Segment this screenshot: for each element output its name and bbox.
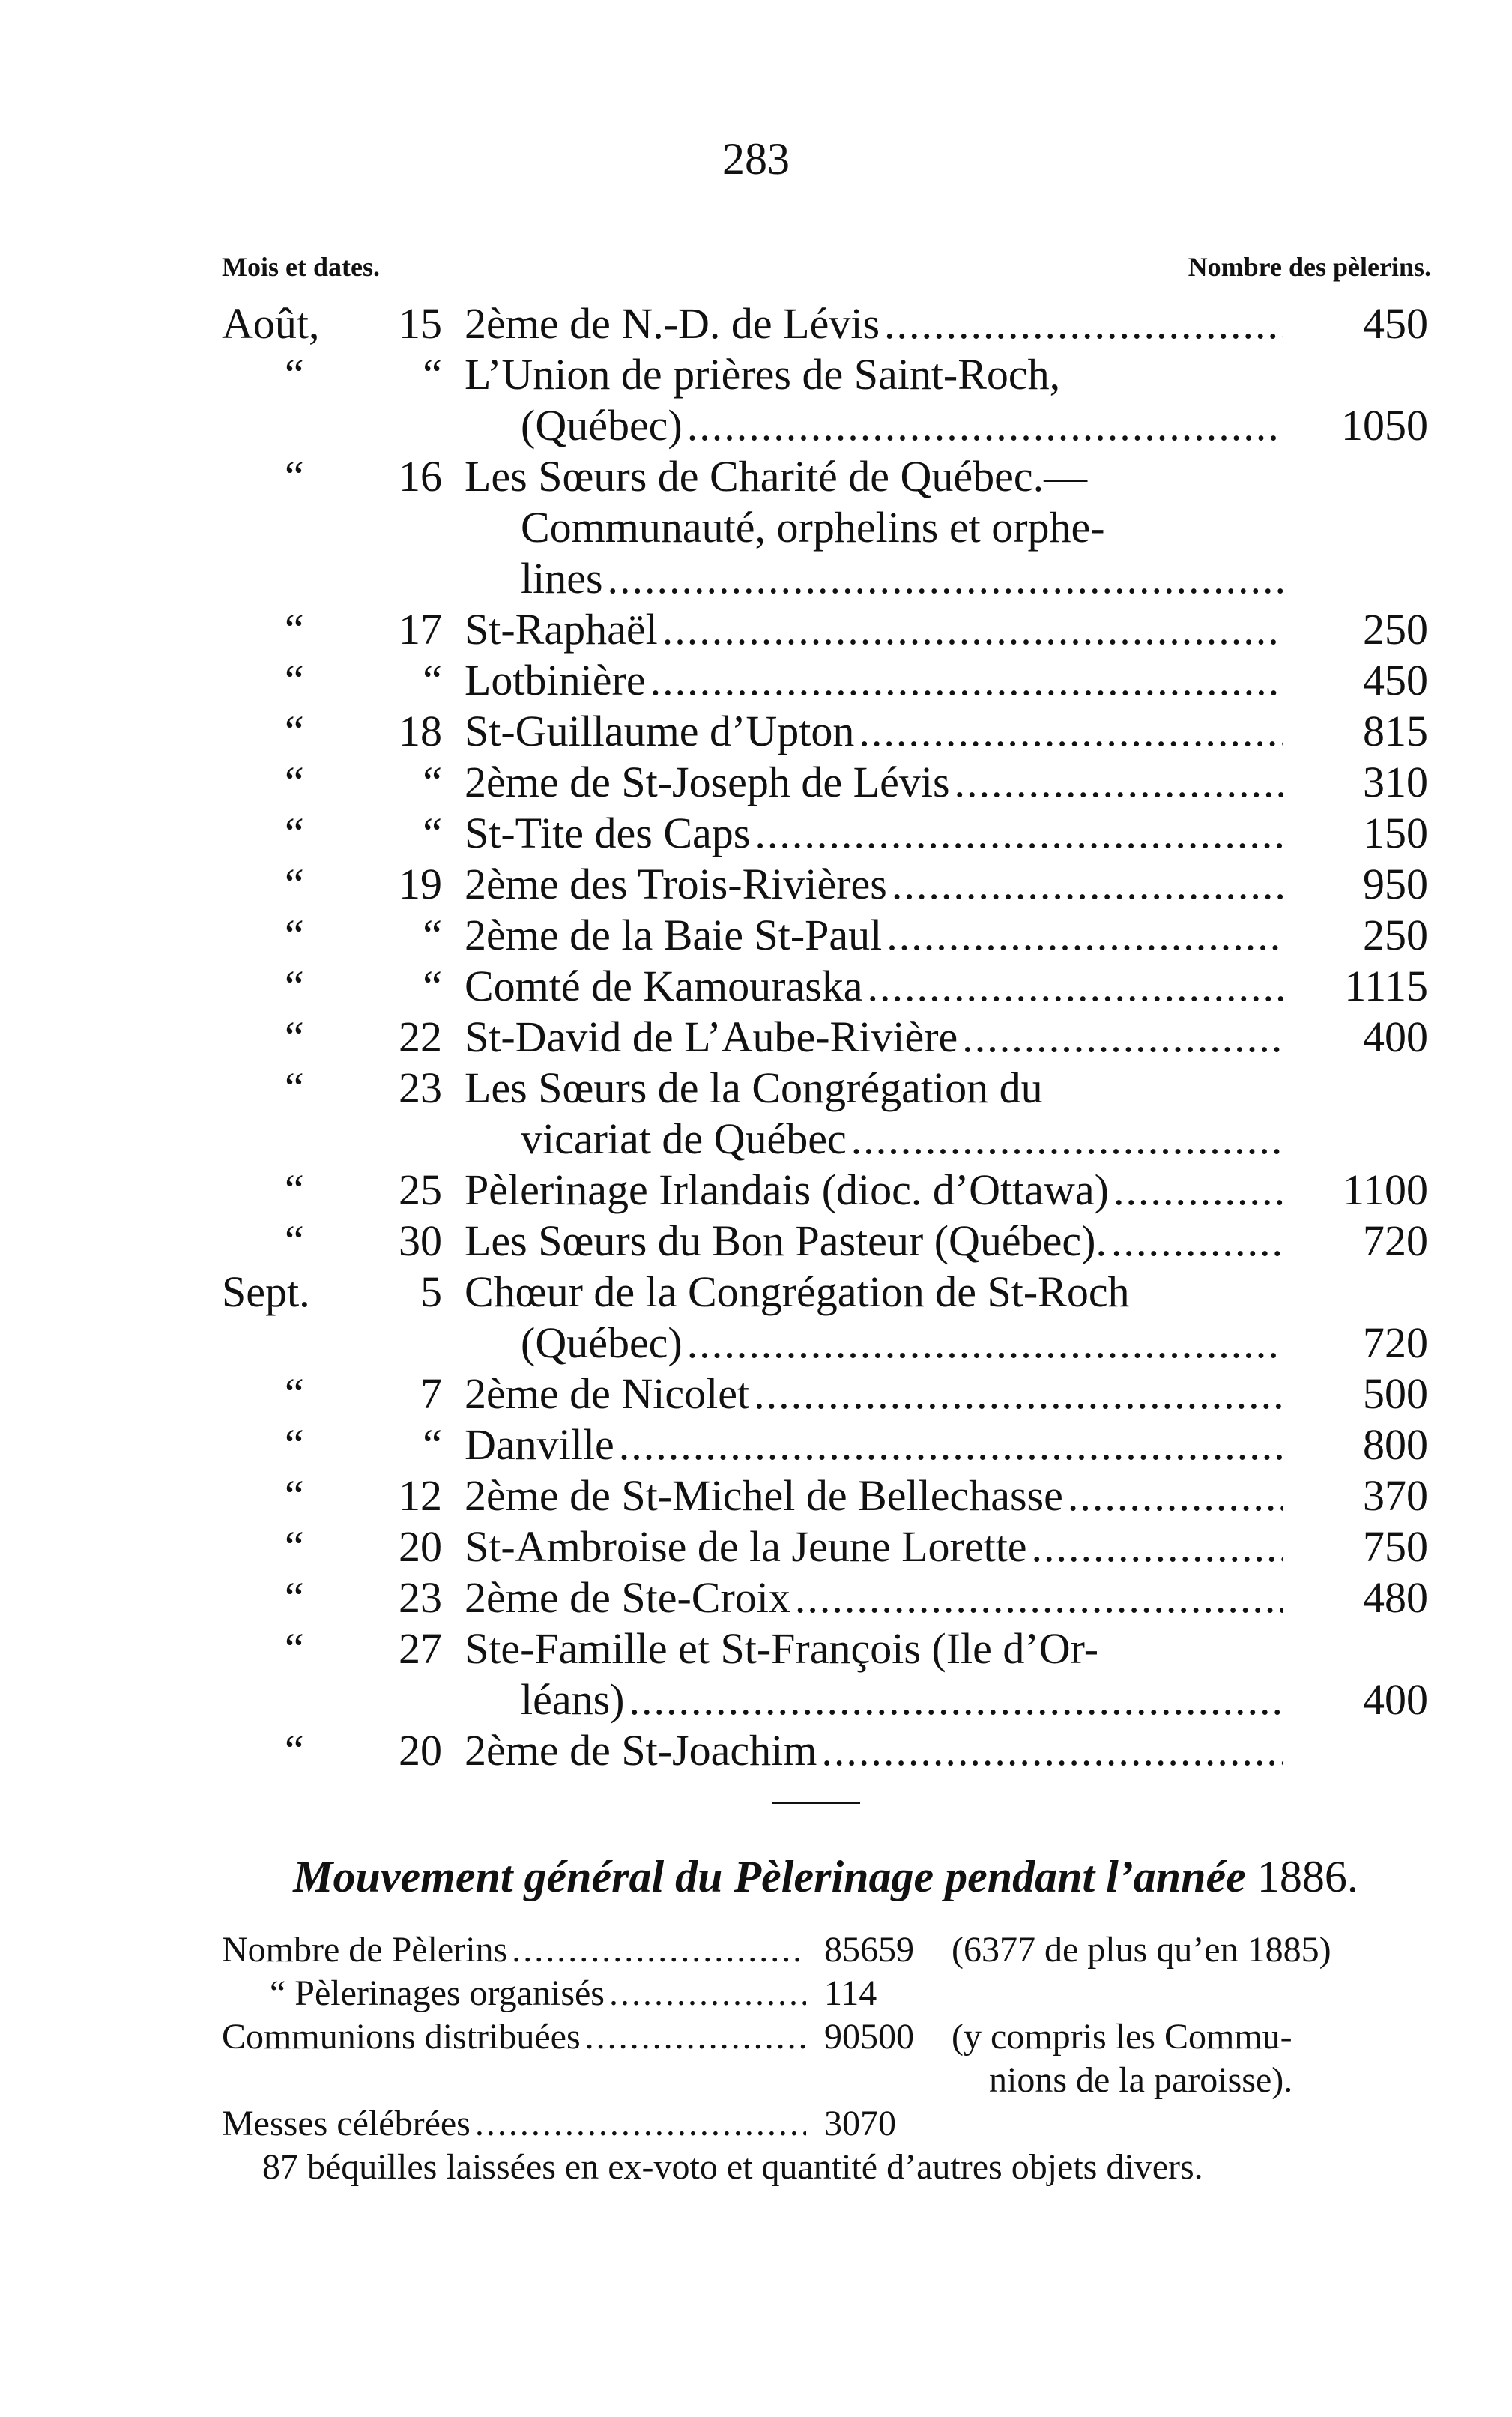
entry-text: 2ème de St-Michel de Bellechasse (465, 1471, 1063, 1520)
entry (0, 1165, 1512, 1216)
entry (0, 1572, 1512, 1623)
entry-text: 2ème de Nicolet (465, 1369, 750, 1418)
dot-leader (608, 553, 1283, 604)
ditto-mark: “ (285, 1726, 304, 1775)
entry-line (0, 1216, 1512, 1267)
entry-text: St-Raphaël (465, 605, 658, 654)
entry-text-with-leader (465, 1216, 1283, 1267)
entry-line (0, 1267, 1512, 1318)
entry-text: St-Guillaume d’Upton (465, 707, 855, 755)
page-number: 283 (722, 134, 790, 184)
section-divider (772, 1802, 860, 1804)
entry (0, 1369, 1512, 1419)
pilgrim-count: 250 (1363, 605, 1428, 654)
ditto-mark: “ (285, 1165, 304, 1214)
entry-line (0, 859, 1512, 910)
ditto-mark: “ (285, 860, 304, 908)
summary-year: 1886. (1257, 1852, 1358, 1901)
ditto-mark: “ (285, 1013, 304, 1061)
entry-day: 7 (420, 1369, 442, 1418)
entry-day: 5 (420, 1267, 442, 1316)
entry (0, 298, 1512, 349)
dot-leader (884, 298, 1283, 349)
ditto-mark: “ (285, 1522, 304, 1571)
summary-stats (0, 1928, 1512, 2189)
pilgrim-count: 720 (1363, 1318, 1428, 1367)
pilgrim-count: 400 (1363, 1013, 1428, 1061)
entry-line (0, 1419, 1512, 1470)
entry (0, 451, 1512, 604)
entry-day: 17 (399, 605, 442, 654)
dot-leader (821, 1725, 1283, 1776)
dot-leader (1068, 1470, 1283, 1521)
entry-text-with-leader (465, 1521, 1283, 1572)
entry (0, 1419, 1512, 1470)
entry (0, 1012, 1512, 1063)
entry-text-with-leader (465, 910, 1283, 961)
stat-label: Nombre de Pèlerins ..... (222, 1928, 806, 1972)
entry-line (0, 502, 1512, 553)
dot-leader (955, 757, 1283, 808)
dot-leader (687, 400, 1283, 451)
dot-leader (609, 1972, 806, 2015)
entry-line (0, 1369, 1512, 1419)
dot-leader (851, 1114, 1283, 1165)
pilgrim-count: 1115 (1344, 962, 1428, 1010)
entry-text-with-leader (465, 1572, 1283, 1623)
entry-line (0, 1521, 1512, 1572)
entry-line (0, 961, 1512, 1012)
stat-row-organized (0, 1972, 1512, 2015)
pilgrim-count: 720 (1363, 1216, 1428, 1265)
entry-line (0, 1012, 1512, 1063)
pilgrim-count: 370 (1363, 1471, 1428, 1520)
pilgrim-count: 310 (1363, 758, 1428, 806)
entry-text-with-leader (465, 1012, 1283, 1063)
entry-text-with-leader (465, 859, 1283, 910)
entry-line (0, 757, 1512, 808)
entry-line (0, 1725, 1512, 1776)
entry-day: “ (423, 758, 442, 806)
dot-leader (585, 2015, 806, 2059)
dot-leader (892, 859, 1283, 910)
ditto-mark: “ (285, 707, 304, 755)
entry-text-with-leader (465, 1369, 1283, 1419)
entry-text: Chœur de la Congrégation de St-Roch (465, 1267, 1130, 1316)
dot-leader (795, 1572, 1283, 1623)
entry-text: Lotbinière (465, 656, 646, 704)
stat-value: 85659 (824, 1930, 914, 1970)
pilgrim-count: 950 (1363, 860, 1428, 908)
entry-line (0, 808, 1512, 859)
pilgrim-count: 450 (1363, 656, 1428, 704)
pilgrim-count: 150 (1363, 809, 1428, 857)
entry-line (0, 400, 1512, 451)
stat-note: (y compris les Commu- (952, 2017, 1292, 2057)
entry-month: Août, (222, 299, 320, 348)
ditto-mark: “ (285, 1369, 304, 1418)
entry-day: “ (423, 809, 442, 857)
pilgrim-count: 1100 (1343, 1165, 1428, 1214)
ditto-mark: “ (285, 452, 304, 501)
entry (0, 910, 1512, 961)
entry-text-with-leader (521, 1114, 1283, 1165)
pilgrim-count: 500 (1363, 1369, 1428, 1418)
pilgrim-count: 400 (1363, 1675, 1428, 1724)
entry-text-with-leader (521, 553, 1283, 604)
entry (0, 1216, 1512, 1267)
entry-line (0, 1063, 1512, 1114)
entry-line (0, 604, 1512, 655)
stat-note-continuation: nions de la paroisse). (989, 2060, 1293, 2100)
entry-day: 20 (399, 1522, 442, 1571)
stat-note: (6377 de plus qu’en 1885) (952, 1930, 1331, 1970)
entry-text: (Québec) (521, 1318, 683, 1367)
entry-text: 2ème des Trois-Rivières (465, 860, 887, 908)
stat-row-communions (0, 2015, 1512, 2059)
entry-text: Pèlerinage Irlandais (dioc. d’Ottawa) (465, 1165, 1109, 1214)
entry-day: 15 (399, 299, 442, 348)
stat-label: “ Pèlerinages organisés ..... (270, 1972, 806, 2015)
entry-text: St-Tite des Caps (465, 809, 751, 857)
entry-text-with-leader (465, 1419, 1283, 1470)
dot-leader (619, 1419, 1283, 1470)
dot-leader (629, 1674, 1283, 1725)
entry-day: 16 (399, 452, 442, 501)
entry-text-with-leader (465, 1165, 1283, 1216)
entry-text-with-leader (521, 400, 1283, 451)
entry-text: Ste-Famille et St-François (Ile d’Or- (465, 1624, 1099, 1673)
stat-row-pilgrims (0, 1928, 1512, 1972)
entry-text: 2ème de la Baie St-Paul (465, 911, 883, 959)
entry-text: St-David de L’Aube-Rivière (465, 1013, 958, 1061)
dot-leader (1111, 1216, 1283, 1267)
entry-line (0, 553, 1512, 604)
entry-text: Les Sœurs du Bon Pasteur (Québec). (465, 1216, 1107, 1265)
stat-row-crutches (0, 2146, 1512, 2189)
entry-line (0, 298, 1512, 349)
entry-text: léans) (521, 1675, 625, 1724)
ditto-mark: “ (285, 1471, 304, 1520)
entry (0, 1623, 1512, 1725)
dot-leader (868, 961, 1283, 1012)
entry (0, 757, 1512, 808)
entry-text-with-leader (465, 961, 1283, 1012)
stat-value: 3070 (824, 2104, 896, 2143)
stat-label: Communions distribuées ..... (222, 2015, 806, 2059)
dot-leader (512, 1928, 806, 1972)
dot-leader (650, 655, 1283, 706)
entry-line (0, 1165, 1512, 1216)
entry-line (0, 1114, 1512, 1165)
entry-day: “ (423, 656, 442, 704)
dot-leader (859, 706, 1283, 757)
entry-line (0, 910, 1512, 961)
column-header-dates: Mois et dates. (222, 252, 380, 282)
entry-text: 2ème de St-Joseph de Lévis (465, 758, 950, 806)
pilgrim-count: 750 (1363, 1522, 1428, 1571)
entry-day: “ (423, 1420, 442, 1469)
entry-text-with-leader (465, 757, 1283, 808)
pilgrim-count: 480 (1363, 1573, 1428, 1622)
ditto-mark: “ (285, 605, 304, 654)
dot-leader (755, 808, 1283, 859)
entry (0, 961, 1512, 1012)
ditto-mark: “ (285, 350, 304, 399)
entry-day: “ (423, 911, 442, 959)
ditto-mark: “ (285, 962, 304, 1010)
entry-line (0, 1470, 1512, 1521)
ditto-mark: “ (285, 1624, 304, 1673)
pilgrim-count: 800 (1363, 1420, 1428, 1469)
entry-text: Danville (465, 1420, 614, 1469)
ditto-mark: “ (285, 1216, 304, 1265)
pilgrim-count: 250 (1363, 911, 1428, 959)
summary-title (222, 1851, 1430, 1903)
stat-value: 90500 (824, 2017, 914, 2057)
ditto-mark: “ (285, 809, 304, 857)
entry-day: “ (423, 962, 442, 1010)
dot-leader (1032, 1521, 1283, 1572)
entry-day: 23 (399, 1573, 442, 1622)
dot-leader (687, 1318, 1283, 1369)
ditto-mark: “ (285, 911, 304, 959)
dot-leader (962, 1012, 1283, 1063)
entry-text: Comté de Kamouraska (465, 962, 863, 1010)
entry (0, 655, 1512, 706)
entry (0, 1063, 1512, 1165)
ditto-mark: “ (285, 1573, 304, 1622)
entry-text: vicariat de Québec (521, 1114, 847, 1163)
dot-leader (754, 1369, 1283, 1419)
entry-text: St-Ambroise de la Jeune Lorette (465, 1522, 1027, 1571)
entry-text: lines (521, 554, 603, 603)
entry-text-with-leader (521, 1674, 1283, 1725)
entry-line (0, 1318, 1512, 1369)
entry-month: Sept. (222, 1267, 310, 1316)
entry (0, 859, 1512, 910)
entry-day: 18 (399, 707, 442, 755)
entry (0, 349, 1512, 451)
pilgrim-count: 815 (1363, 707, 1428, 755)
entry-text: 2ème de St-Joachim (465, 1726, 817, 1775)
entry (0, 1521, 1512, 1572)
column-header-pilgrims: Nombre des pèlerins. (1188, 252, 1431, 282)
entry-text: Les Sœurs de Charité de Québec.— (465, 452, 1088, 501)
entry (0, 1267, 1512, 1369)
entry-text-with-leader (465, 604, 1283, 655)
entry-line (0, 706, 1512, 757)
ditto-mark: “ (285, 1063, 304, 1112)
entry (0, 1725, 1512, 1776)
ditto-mark: “ (285, 656, 304, 704)
stat-row-masses (0, 2102, 1512, 2146)
stat-value: 114 (824, 1973, 877, 2013)
entry-line (0, 655, 1512, 706)
entry-day: 20 (399, 1726, 442, 1775)
entry (0, 706, 1512, 757)
stat-full-line: 87 béquilles laissées en ex-voto et quantité d’autres objets divers. (262, 2147, 1203, 2187)
entry-text-with-leader (465, 808, 1283, 859)
entry-text-with-leader (465, 298, 1283, 349)
entry-text-with-leader (465, 706, 1283, 757)
entry-text: Communauté, orphelins et orphe- (521, 503, 1105, 552)
entry-line (0, 1623, 1512, 1674)
entry-text-with-leader (465, 1725, 1283, 1776)
dot-leader (886, 910, 1283, 961)
entry-day: 22 (399, 1013, 442, 1061)
entry-day: 19 (399, 860, 442, 908)
entry-day: 25 (399, 1165, 442, 1214)
entry-day: 30 (399, 1216, 442, 1265)
ditto-mark: “ (285, 1420, 304, 1469)
entry-line (0, 349, 1512, 400)
entry-text: (Québec) (521, 401, 683, 450)
stat-row-communions-cont (0, 2059, 1512, 2102)
pilgrim-count: 450 (1363, 299, 1428, 348)
entry-day: 23 (399, 1063, 442, 1112)
entry-text-with-leader (465, 655, 1283, 706)
entry-line (0, 1572, 1512, 1623)
ditto-mark: “ (285, 758, 304, 806)
entry-day: 27 (399, 1624, 442, 1673)
entry-text: 2ème de Ste-Croix (465, 1573, 790, 1622)
entry-line (0, 451, 1512, 502)
summary-title-text: Mouvement général du Pèlerinage pendant l’année (293, 1852, 1246, 1901)
entry-text: L’Union de prières de Saint-Roch, (465, 350, 1061, 399)
entry-text-with-leader (521, 1318, 1283, 1369)
pilgrim-count: 1050 (1341, 401, 1428, 450)
entry (0, 604, 1512, 655)
dot-leader (662, 604, 1283, 655)
entry-day: 12 (399, 1471, 442, 1520)
entry-text: Les Sœurs de la Congrégation du (465, 1063, 1043, 1112)
stat-label: Messes célébrées ..... (222, 2102, 806, 2146)
pilgrimage-list (0, 298, 1512, 1776)
entry (0, 808, 1512, 859)
entry-day: “ (423, 350, 442, 399)
entry-line (0, 1674, 1512, 1725)
dot-leader (475, 2102, 806, 2146)
entry-text: 2ème de N.-D. de Lévis (465, 299, 880, 348)
entry (0, 1470, 1512, 1521)
dot-leader (1113, 1165, 1283, 1216)
entry-text-with-leader (465, 1470, 1283, 1521)
